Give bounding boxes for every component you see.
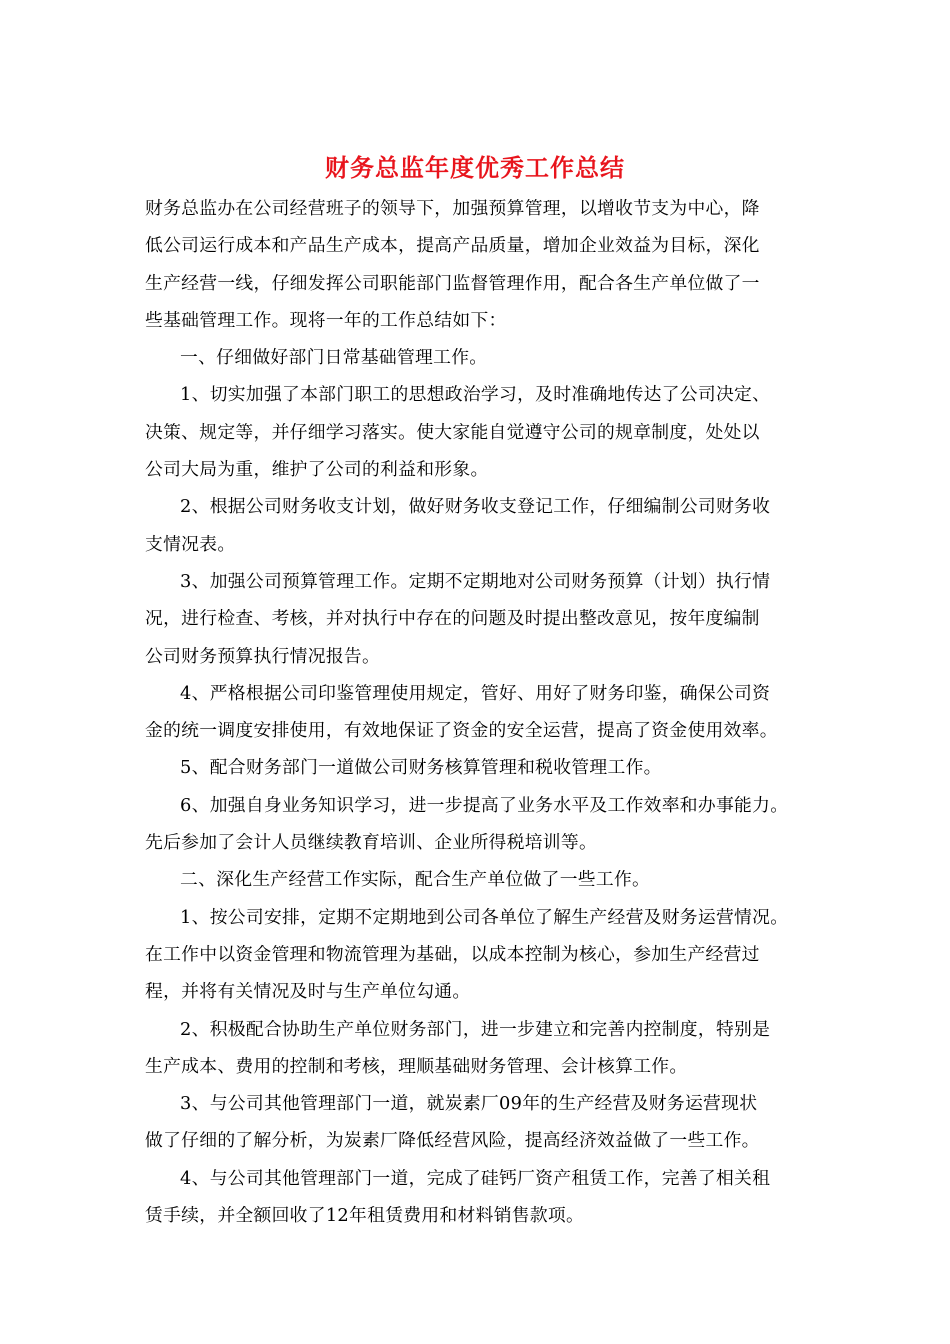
document-title: 财务总监年度优秀工作总结 [325, 153, 625, 182]
text-line: 4、与公司其他管理部门一道，完成了硅钙厂资产租赁工作，完善了相关租 [180, 1167, 771, 1189]
text-line: 支情况表。 [145, 533, 236, 555]
text-line: 6、加强自身业务知识学习，进一步提高了业务水平及工作效率和办事能力。 [180, 794, 789, 816]
text-line: 做了仔细的了解分析，为炭素厂降低经营风险，提高经济效益做了一些工作。 [145, 1130, 760, 1152]
text-line: 公司财务预算执行情况报告。 [145, 645, 381, 667]
text-line: 3、与公司其他管理部门一道，就炭素厂09年的生产经营及财务运营现状 [180, 1093, 758, 1115]
text-line: 公司大局为重，维护了公司的利益和形象。 [145, 459, 489, 481]
text-line: 生产成本、费用的控制和考核，理顺基础财务管理、会计核算工作。 [145, 1055, 688, 1077]
text-line: 生产经营一线，仔细发挥公司职能部门监督管理作用，配合各生产单位做了一 [145, 272, 760, 294]
text-line: 1、切实加强了本部门职工的思想政治学习，及时准确地传达了公司决定、 [180, 384, 771, 406]
text-line: 程，并将有关情况及时与生产单位勾通。 [145, 981, 471, 1003]
text-line: 况，进行检查、考核，并对执行中存在的问题及时提出整改意见，按年度编制 [145, 608, 760, 630]
text-line: 5、配合财务部门一道做公司财务核算管理和税收管理工作。 [180, 757, 662, 779]
text-line: 先后参加了会计人员继续教育培训、企业所得税培训等。 [145, 832, 598, 854]
text-line: 低公司运行成本和产品生产成本，提高产品质量，增加企业效益为目标，深化 [145, 235, 760, 257]
text-line: 决策、规定等，并仔细学习落实。使大家能自觉遵守公司的规章制度，处处以 [145, 421, 760, 443]
text-line: 1、按公司安排，定期不定期地到公司各单位了解生产经营及财务运营情况。 [180, 906, 789, 928]
text-line: 2、根据公司财务收支计划，做好财务收支登记工作，仔细编制公司财务收 [180, 496, 771, 518]
text-line: 4、严格根据公司印鉴管理使用规定，管好、用好了财务印鉴，确保公司资 [180, 682, 771, 704]
text-line: 金的统一调度安排使用，有效地保证了资金的安全运营，提高了资金使用效率。 [145, 720, 778, 742]
text-line: 二、深化生产经营工作实际，配合生产单位做了一些工作。 [180, 869, 651, 891]
text-line: 2、积极配合协助生产单位财务部门，进一步建立和完善内控制度，特别是 [180, 1018, 771, 1040]
text-line: 在工作中以资金管理和物流管理为基础，以成本控制为核心，参加生产经营过 [145, 943, 760, 965]
text-line: 些基础管理工作。现将一年的工作总结如下： [145, 309, 507, 331]
text-line: 一、仔细做好部门日常基础管理工作。 [180, 347, 488, 369]
document-body [145, 190, 825, 1234]
text-line: 财务总监办在公司经营班子的领导下，加强预算管理，以增收节支为中心，降 [145, 198, 760, 219]
text-line: 赁手续，并全额回收了12年租赁费用和材料销售款项。 [145, 1205, 585, 1227]
text-line: 3、加强公司预算管理工作。定期不定期地对公司财务预算（计划）执行情 [180, 570, 771, 592]
